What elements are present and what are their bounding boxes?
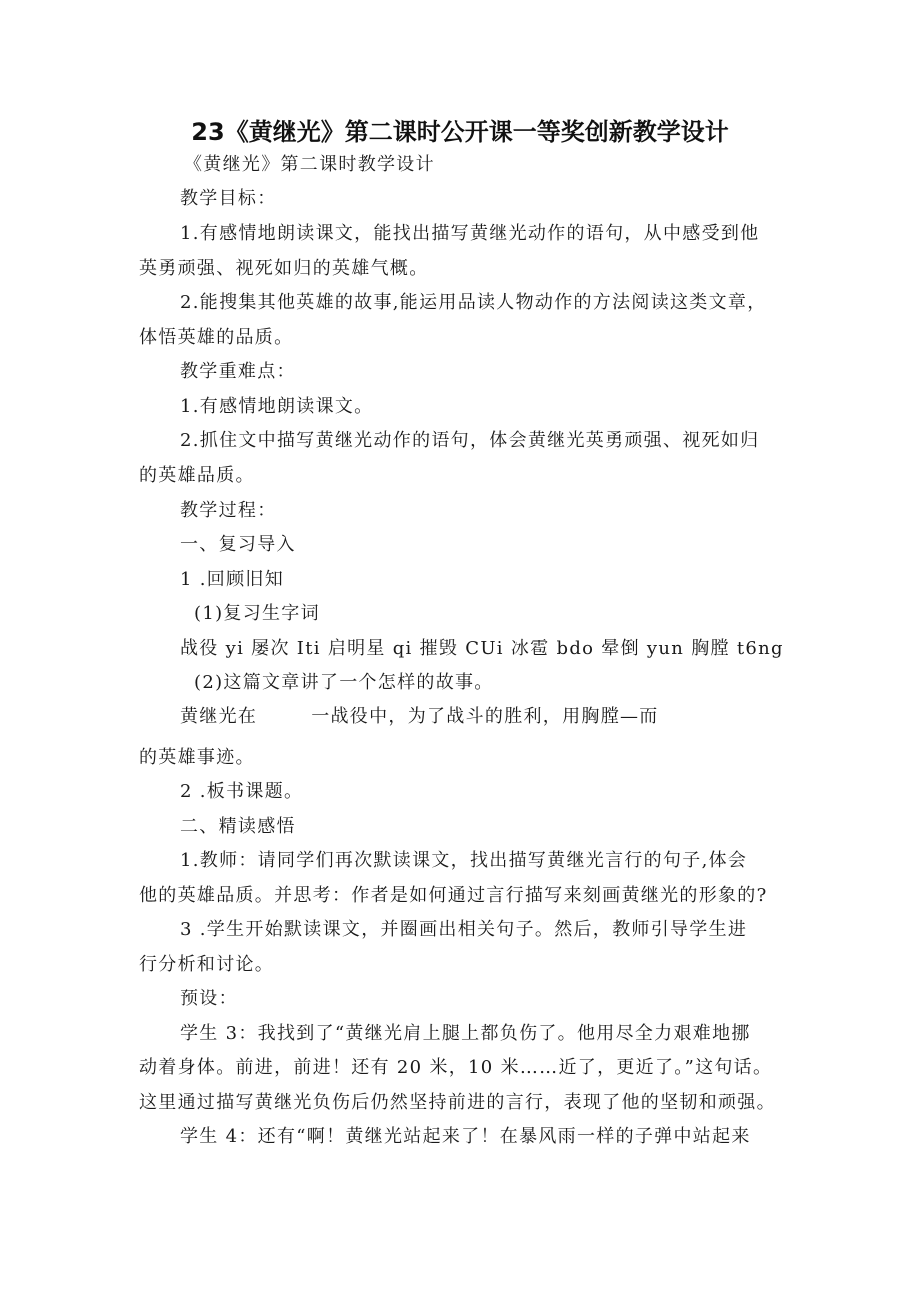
key-point-2-line-1: 2.抓住文中描写黄继光动作的语句，体会黄继光英勇顽强、视死如归: [180, 430, 760, 451]
preset-heading: 预设：: [180, 988, 238, 1009]
fill-blank-part-1: 黄继光在: [180, 706, 258, 727]
objective-2-line-1: 2.能搜集其他英雄的故事,能运用品读人物动作的方法阅读这类文章，: [180, 292, 767, 313]
section-1-heading: 一、复习导入: [180, 534, 296, 555]
fill-blank-part-2: 一战役中，为了战斗的胜利，用胸膛—而: [311, 706, 659, 727]
student-3-line-2: 动着身体。前进，前进！还有 20 米，10 米……近了，更近了。”这句话。: [139, 1057, 773, 1078]
objective-2-line-2: 体悟英雄的品质。: [139, 327, 294, 348]
key-point-1: 1.有感情地朗读课文。: [180, 396, 374, 417]
step-3-line-1: 3 .学生开始默读课文，并圈画出相关句子。然后，教师引导学生进: [180, 919, 748, 940]
fill-blank-line-1: [180, 704, 659, 730]
document-subtitle: 《黄继光》第二课时教学设计: [184, 154, 435, 175]
objective-1-line-2: 英勇顽强、视死如归的英雄气概。: [139, 258, 429, 279]
objectives-heading: 教学目标：: [180, 188, 277, 209]
process-heading: 教学过程：: [180, 500, 277, 521]
step-3-line-2: 行分析和讨论。: [139, 954, 275, 975]
section-2-heading: 二、精读感悟: [180, 816, 296, 837]
student-3-line-3: 这里通过描写黄继光负伤后仍然坚持前进的言行，表现了他的坚韧和顽强。: [139, 1092, 776, 1113]
key-points-heading: 教学重难点：: [180, 361, 296, 382]
student-4-line-1: 学生 4：还有“啊！黄继光站起来了！在暴风雨一样的子弹中站起来: [180, 1126, 751, 1147]
student-3-line-1: 学生 3：我找到了“黄继光肩上腿上都负伤了。他用尽全力艰难地挪: [180, 1023, 751, 1044]
step-1: 1 .回顾旧知: [180, 569, 284, 590]
teacher-instruction-line-1: 1.教师：请同学们再次默读课文，找出描写黄继光言行的句子,体会: [180, 850, 748, 871]
step-2: 2 .板书课题。: [180, 781, 304, 802]
key-point-2-line-2: 的英雄品质。: [139, 465, 255, 486]
teacher-instruction-line-2: 他的英雄品质。并思考：作者是如何通过言行描写来刻画黄继光的形象的?: [139, 885, 768, 906]
vocabulary-line: 战役 yi 屡次 Iti 启明星 qi 摧毁 CUi 冰雹 bdo 晕倒 yun 胸膛 t6ng: [180, 638, 784, 659]
step-1-sub-2: (2)这篇文章讲了一个怎样的故事。: [194, 672, 494, 693]
fill-blank-line-2: 的英雄事迹。: [139, 747, 255, 768]
document-title: 23《黄继光》第二课时公开课一等奖创新教学设计: [191, 118, 729, 146]
step-1-sub-1: (1)复习生字词: [194, 603, 320, 624]
objective-1-line-1: 1.有感情地朗读课文，能找出描写黄继光动作的语句，从中感受到他: [180, 223, 760, 244]
